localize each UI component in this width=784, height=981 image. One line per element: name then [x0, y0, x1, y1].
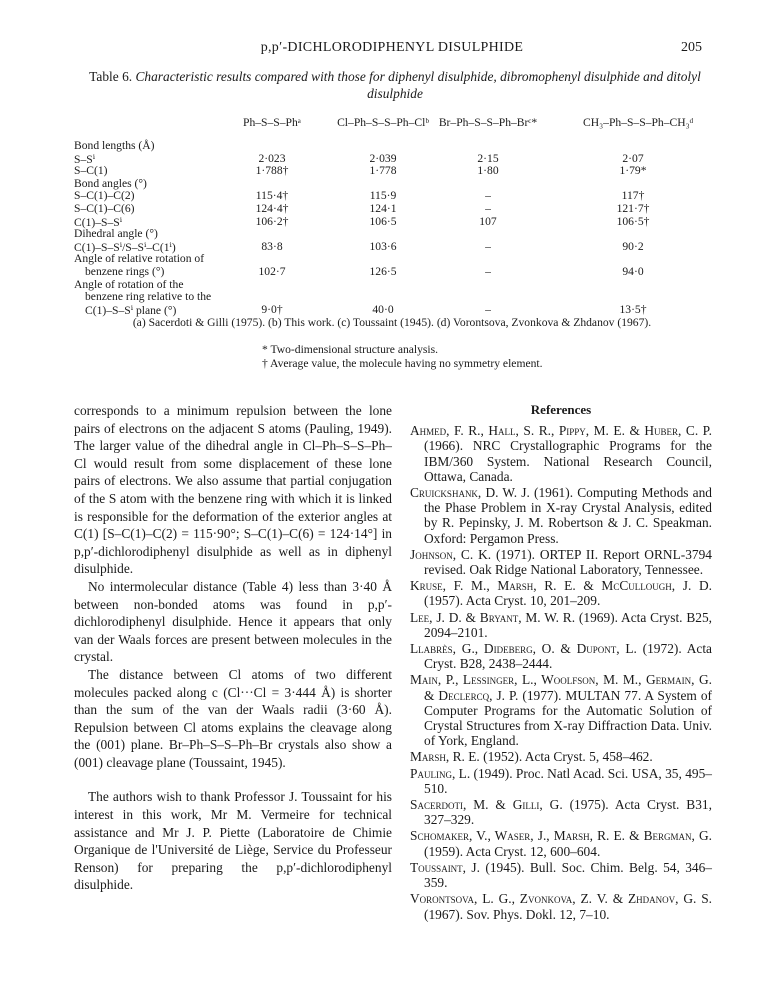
- reference-item: [410, 641, 712, 671]
- reference-details: (1966). NRC Crystallographic Programs for the IBM/360 System. National Research Council, Ottawa, Canada.: [424, 438, 712, 484]
- table-row: [0, 177, 784, 190]
- table-row: [0, 278, 784, 291]
- reference-authors: Pauling, L.: [410, 765, 471, 781]
- reference-authors: Johnson, C. K.: [410, 546, 492, 562]
- table-row: [0, 252, 784, 265]
- references-heading: References: [530, 402, 592, 417]
- table-cell: 83·8: [261, 239, 283, 253]
- body-paragraph: The distance between Cl atoms of two different molecules packed along c (Cl···Cl = 3·444 Å) is shorter than the sum of the van der Waals radii (3·60 Å). Repulsion between Cl atoms explains the cleavage along the (001) plane. Br–Ph–S–S–Ph–Br crystals also show a (001) cleavage plane (Toussaint, 1945).: [74, 666, 392, 770]
- reference-authors: Toussaint, J.: [410, 859, 480, 875]
- reference-item: [410, 547, 712, 577]
- table-row-label: S–C(1)–C(6): [74, 202, 135, 215]
- reference-authors: Sacerdoti, M. & Gilli, G.: [410, 797, 563, 813]
- reference-authors: Lee, J. D. & Bryant, M. W. R.: [410, 609, 576, 625]
- references-column: [410, 402, 712, 923]
- table-row-label: Bond lengths (Å): [74, 139, 155, 152]
- table-row-label: S–C(1)–C(2): [74, 189, 135, 203]
- table-cell: 115·4†: [255, 189, 289, 203]
- table-cell: 106·5†: [616, 214, 650, 228]
- table-row: [0, 152, 784, 165]
- table-cell: –: [485, 302, 491, 316]
- running-head: [0, 40, 784, 60]
- reference-details: (1971). ORTEP II. Report ORNL-3794 revised. Oak Ridge National Laboratory, Tennessee.: [424, 546, 712, 578]
- table-cell: 103·6: [369, 239, 397, 253]
- table-cell: 124·4†: [255, 202, 289, 215]
- reference-item: [410, 485, 712, 546]
- reference-authors: Vorontsova, L. G., Zvonkova, Z. V. & Zhdanov, G. S.: [410, 891, 712, 907]
- page-number: 205: [681, 40, 702, 55]
- reference-authors: Marsh, R. E.: [410, 749, 480, 765]
- table-row-label: S–C(1): [74, 164, 108, 178]
- reference-item: [410, 578, 712, 608]
- table-cell: 2·07: [622, 151, 644, 165]
- table-row: [0, 240, 784, 253]
- reference-authors: Cruickshank, D. W. J.: [410, 485, 530, 501]
- table-cell: 2·039: [369, 151, 397, 165]
- table-row: [0, 164, 784, 177]
- table-cell: 9·0†: [261, 302, 283, 316]
- table-cell: 106·5: [369, 214, 397, 228]
- body-paragraph: corresponds to a minimum repulsion between the lone pairs of electrons on the adjacent S atoms (Pauling, 1949). The larger value of the dihedral angle in Cl–Ph–S–S–Ph–Cl would result from some displacement of these lone pairs of electrons. We also assume that partial conjugation of the S atom with the benzene ring with which it is linked is responsible for the deformation of the exterior angles at C(1) [S–C(1)–C(2) = 115·90°; S–C(1)–C(6) = 124·14°] in p,p′-dichlorodiphenyl disulphide as well as in diphenyl disulphide.: [74, 403, 392, 577]
- reference-details: (1959). Acta Cryst. 12, 600–604.: [424, 843, 601, 859]
- table-row-label: Angle of relative rotation of: [74, 252, 205, 266]
- table-cell: 13·5†: [619, 302, 647, 316]
- table-cell: –: [485, 202, 491, 215]
- reference-item: [410, 423, 712, 484]
- reference-authors: Llabrès, G., Dideberg, O. & Dupont, L.: [410, 641, 637, 657]
- reference-item: [410, 797, 712, 827]
- references-list: [410, 423, 712, 922]
- table-row-label: benzene rings (°): [85, 265, 165, 278]
- table-cell: 115·9: [369, 189, 397, 203]
- table-column-header: Cl–Ph–S–S–Ph–Clᵇ: [337, 116, 429, 129]
- table-row: [0, 202, 784, 215]
- reference-details: (1967). Sov. Phys. Dokl. 12, 7–10.: [424, 906, 610, 922]
- table-cell: 1·788†: [255, 164, 289, 178]
- table-caption-text: Characteristic results compared with those for diphenyl disulphide, dibromophenyl disulphide and ditolyl disulphide: [135, 69, 701, 101]
- table-cell: 2·15: [477, 151, 499, 165]
- table-cell: 1·79*: [619, 164, 647, 178]
- table-sources: (a) Sacerdoti & Gilli (1975). (b) This work. (c) Toussaint (1945). (d) Vorontsova, Zvonkova & Zhdanov (1967).: [132, 316, 652, 329]
- table-column-header: Br–Ph–S–S–Ph–Brᶜ*: [438, 116, 538, 129]
- table-cell: 90·2: [622, 239, 644, 253]
- table-row-label: benzene ring relative to the: [85, 290, 212, 304]
- table-row: [0, 215, 784, 228]
- acknowledgement-paragraph: The authors wish to thank Professor J. Toussaint for his interest in this work, Mr M. Vermeire for technical assistance and Mr J. P. Piette (Laboratoire de Chimie Organique de l'Université de Liège, Service du Professeur Renson) for preparing the p,p′-dichlorodiphenyl disulphide.: [74, 789, 392, 893]
- reference-details: (1945). Bull. Soc. Chim. Belg. 54, 346–359.: [424, 859, 712, 891]
- reference-item: [410, 610, 712, 640]
- table-cell: 102·7: [258, 265, 286, 278]
- body-paragraph: No intermolecular distance (Table 4) less than 3·40 Å between non-bonded atoms was found in p,p′-dichlorodiphenyl disulphide. Hence it appears that only van der Waals forces are present between molecules in the crystal.: [74, 578, 392, 665]
- table-cell: 94·0: [622, 265, 644, 278]
- table-caption-label: Table 6.: [89, 69, 133, 84]
- reference-authors: Ahmed, F. R., Hall, S. R., Pippy, M. E. & Huber, C. P.: [410, 423, 712, 439]
- body-text-column: [74, 402, 392, 894]
- table-row-label: Dihedral angle (°): [74, 227, 158, 241]
- table-cell: 106·2†: [255, 214, 289, 228]
- reference-details: (1972). Acta Cryst. B28, 2438–2444.: [424, 641, 712, 672]
- table-row: [0, 290, 784, 303]
- table-row: [0, 189, 784, 202]
- table-cell: 40·0: [372, 302, 394, 316]
- table-row-label: S–Sⁱ: [74, 152, 96, 166]
- table-cell: –: [485, 189, 491, 203]
- table-cell: 1·80: [477, 164, 499, 178]
- table-header-row: [0, 116, 784, 132]
- reference-authors: Kruse, F. M., Marsh, R. E. & McCullough, J. D.: [410, 578, 712, 594]
- table-row-label: Angle of rotation of the: [74, 277, 184, 291]
- reference-details: (1952). Acta Cryst. 5, 458–462.: [483, 749, 653, 765]
- table-cell: –: [485, 239, 491, 253]
- table-cell: –: [485, 265, 491, 278]
- reference-details: (1975). Acta Cryst. B31, 327–329.: [424, 797, 712, 828]
- reference-details: (1949). Proc. Natl Acad. Sci. USA, 35, 495–510.: [424, 765, 712, 796]
- reference-authors: Main, P., Lessinger, L., Woolfson, M. M., Germain, G. & Declercq, J. P.: [410, 672, 712, 703]
- table-cell: 107: [479, 214, 497, 228]
- table-cell: 121·7†: [616, 202, 650, 215]
- reference-details: (1961). Computing Methods and the Phase Problem in X-ray Crystal Analysis, edited by R. Pepinsky, J. M. Robertson & J. C. Speakman. Oxford: Pergamon Press.: [424, 485, 712, 546]
- reference-details: (1957). Acta Cryst. 10, 201–209.: [424, 593, 601, 609]
- reference-details: (1977). MULTAN 77. A System of Computer Programs for the Automatic Solution of Crystal Structures from X-ray Diffraction Data. Univ. of York, England.: [424, 687, 712, 749]
- table-row: [0, 139, 784, 152]
- table-row-label: C(1)–S–Sⁱ: [74, 215, 123, 229]
- table-row-label: C(1)–S–Sⁱ plane (°): [85, 303, 177, 317]
- reference-item: [410, 860, 712, 890]
- table-row: [0, 227, 784, 240]
- table-row: [0, 265, 784, 278]
- table-row-label: C(1)–S–Sⁱ/S–Sⁱ–C(1ⁱ): [74, 240, 176, 254]
- table-row-label: Bond angles (°): [74, 176, 147, 190]
- table-cell: 124·1: [369, 202, 397, 215]
- reference-item: [410, 828, 712, 858]
- reference-item: [410, 749, 712, 764]
- running-title: p,p′-DICHLORODIPHENYL DISULPHIDE: [260, 40, 524, 55]
- table-cell: 2·023: [258, 151, 286, 165]
- table-caption: [80, 68, 710, 102]
- table-column-header: CH₃–Ph–S–S–Ph–CH₃ᵈ: [583, 116, 694, 129]
- reference-authors: Schomaker, V., Waser, J., Marsh, R. E. & Bergman, G.: [410, 828, 712, 844]
- table-cell: 126·5: [369, 265, 397, 278]
- table-row: [0, 303, 784, 316]
- reference-details: (1969). Acta Cryst. B25, 2094–2101.: [424, 609, 712, 640]
- reference-item: [410, 891, 712, 921]
- table-note: * Two-dimensional structure analysis.: [262, 343, 439, 356]
- table-note: † Average value, the molecule having no symmetry element.: [262, 357, 543, 370]
- table-column-header: Ph–S–S–Phᵃ: [243, 116, 301, 129]
- table-cell: 1·778: [369, 164, 397, 178]
- reference-item: [410, 766, 712, 796]
- reference-item: [410, 672, 712, 748]
- table-cell: 117†: [621, 189, 645, 203]
